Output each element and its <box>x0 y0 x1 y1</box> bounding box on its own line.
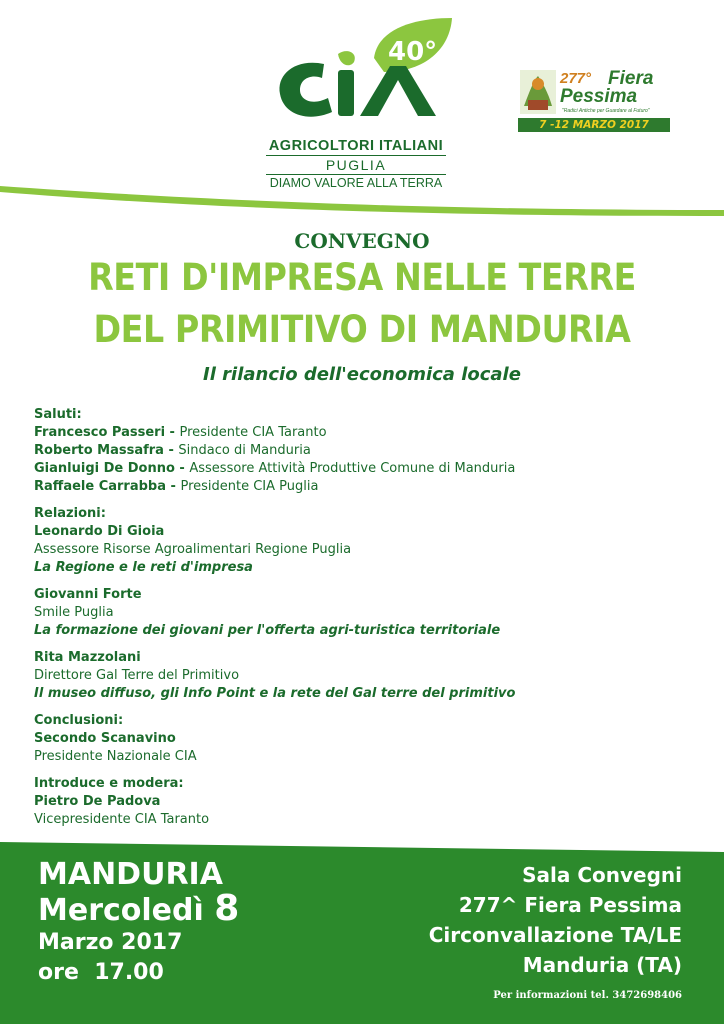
speaker-name: Gianluigi De Donno <box>34 461 175 476</box>
speaker-name: Roberto Massafra <box>34 443 164 458</box>
section-label: Conclusioni: <box>34 713 124 728</box>
fiera-dates: 7 -12 MARZO 2017 <box>518 118 670 132</box>
event-time: ore 17.00 <box>38 960 164 985</box>
speaker-role: Direttore Gal Terre del Primitivo <box>34 668 240 683</box>
logo-letter-i <box>338 70 354 116</box>
event-kicker: CONVEGNO <box>294 229 430 253</box>
speaker-name: Pietro De Padova <box>34 794 161 809</box>
speaker-role: Presidente CIA Puglia <box>180 479 319 494</box>
speaker-name: Francesco Passeri <box>34 425 166 440</box>
speaker-name: Raffaele Carrabba <box>34 479 166 494</box>
logo-letter-i-dot <box>338 51 355 65</box>
speaker-line: Francesco Passeri - Presidente CIA Taranto <box>34 425 327 440</box>
speaker-line: Raffaele Carrabba - Presidente CIA Puglia <box>34 479 319 494</box>
talk-title: La Regione e le reti d'impresa <box>34 560 253 575</box>
relazione-block <box>34 649 694 703</box>
section-label: Saluti: <box>34 407 82 422</box>
talk-title: Il museo diffuso, gli Info Point e la rete del Gal terre del primitivo <box>34 686 516 701</box>
venue-line3: Circonvallazione TA/LE <box>428 923 682 947</box>
association-line1: AGRICOLTORI ITALIANI <box>266 138 446 156</box>
speaker-role: Assessore Risorse Agroalimentari Regione Puglia <box>34 542 352 557</box>
venue-line1: Sala Convegni <box>522 863 682 887</box>
association-tagline: DIAMO VALORE ALLA TERRA <box>269 176 443 190</box>
speaker-role: Vicepresidente CIA Taranto <box>34 812 210 827</box>
relazioni-section <box>34 505 694 577</box>
fiera-motto: "Radici Antiche per Guardare al Futuro" <box>562 108 650 114</box>
speaker-name: Giovanni Forte <box>34 587 142 602</box>
anniversary-text: 40° <box>388 37 438 67</box>
logo-letter-c <box>279 63 332 117</box>
section-label: Relazioni: <box>34 506 106 521</box>
section-label: Introduce e modera: <box>34 776 184 791</box>
fiera-title-line2: Pessima <box>560 86 638 107</box>
speaker-name: Rita Mazzolani <box>34 650 141 665</box>
cia-logo <box>266 14 456 134</box>
logo-letter-a <box>360 66 436 116</box>
fiera-title-line1: Fiera <box>608 68 654 89</box>
moderatore-section <box>34 775 694 829</box>
conclusioni-section <box>34 712 694 766</box>
event-title-line2: DEL PRIMITIVO DI MANDURIA <box>93 308 631 351</box>
speaker-role: Assessore Attività Produttive Comune di Manduria <box>189 461 516 476</box>
event-datetime <box>38 858 239 988</box>
speaker-name: Secondo Scanavino <box>34 731 176 746</box>
info-phone: Per informazioni tel. 3472698406 <box>493 990 682 1001</box>
event-day: 8 <box>214 888 240 929</box>
speaker-line: Roberto Massafra - Sindaco di Manduria <box>34 443 311 458</box>
venue-line4: Manduria (TA) <box>522 953 682 977</box>
event-weekday-row <box>38 888 240 929</box>
speaker-role: Presidente CIA Taranto <box>179 425 327 440</box>
talk-title: La formazione dei giovani per l'offerta agri-turistica territoriale <box>34 623 501 638</box>
event-subtitle: Il rilancio dell'economica locale <box>203 364 521 385</box>
fiera-edition: 277° <box>560 70 592 87</box>
speaker-role: Sindaco di Manduria <box>178 443 311 458</box>
speaker-role: Presidente Nazionale CIA <box>34 749 197 764</box>
event-title-line1: RETI D'IMPRESA NELLE TERRE <box>88 256 636 299</box>
event-month-year: Marzo 2017 <box>38 930 183 955</box>
fiera-badge <box>518 68 670 132</box>
speaker-line: Gianluigi De Donno - Assessore Attività Produttive Comune di Manduria <box>34 461 516 476</box>
fiera-illustration-icon <box>520 70 556 114</box>
event-weekday: Mercoledì <box>38 893 204 928</box>
speaker-name: Leonardo Di Gioia <box>34 524 165 539</box>
relazione-block <box>34 586 694 640</box>
event-city: MANDURIA <box>38 857 223 892</box>
saluti-section <box>34 406 694 496</box>
program <box>34 406 694 838</box>
association-line2: PUGLIA <box>266 156 446 175</box>
speaker-role: Smile Puglia <box>34 605 114 620</box>
venue-line2: 277^ Fiera Pessima <box>458 893 682 917</box>
event-venue <box>429 860 682 980</box>
header-swoosh <box>0 176 724 216</box>
